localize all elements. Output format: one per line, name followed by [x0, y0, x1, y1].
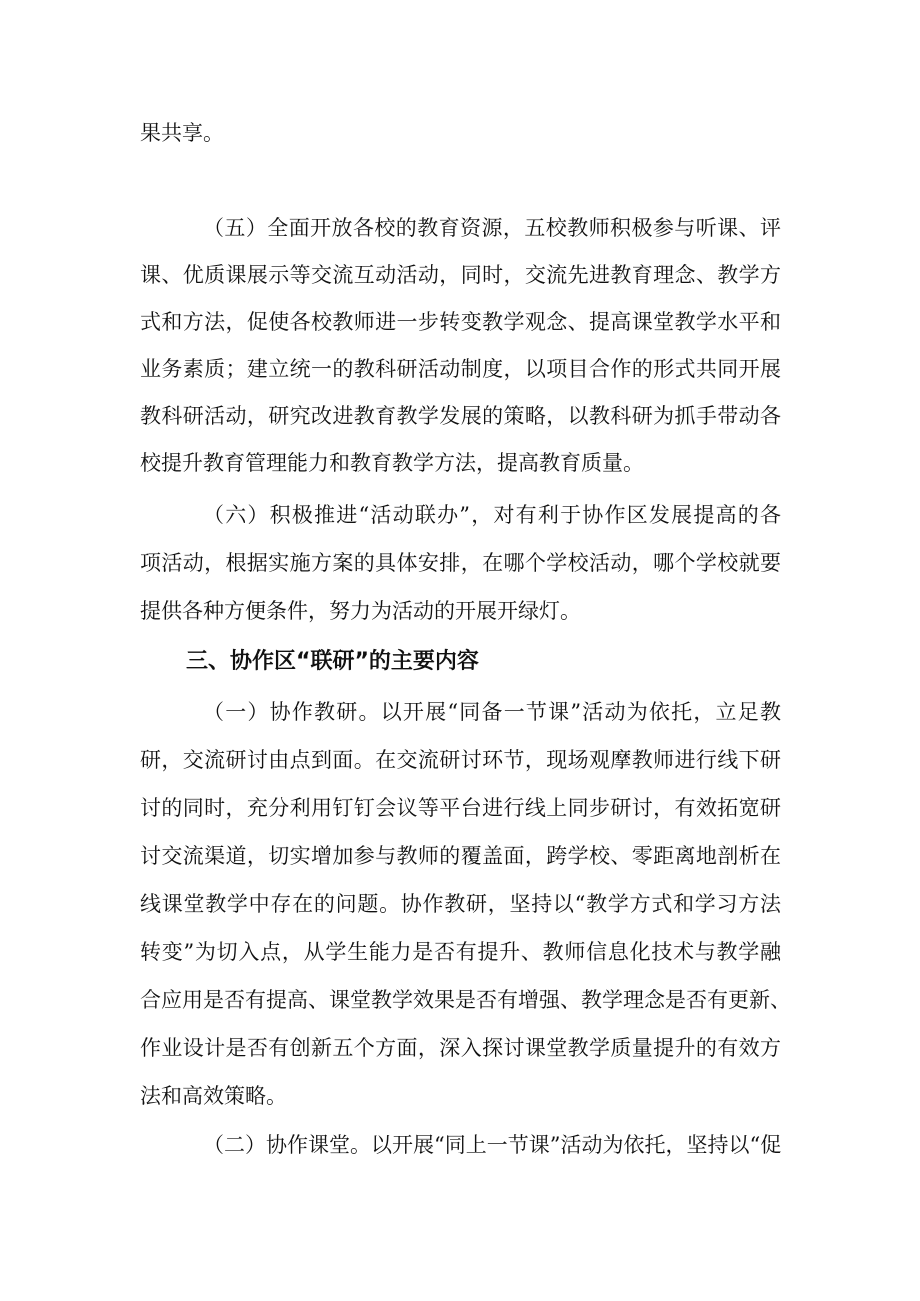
- text-line: 研，交流研讨由点到面。在交流研讨环节，现场观摩教师进行线下研: [140, 748, 781, 772]
- section-heading: 三、协作区“联研”的主要内容: [186, 649, 479, 674]
- text-line: （六）积极推进“活动联办”，对有利于协作区发展提高的各: [203, 503, 781, 527]
- text-line: 课、优质课展示等交流互动活动，同时，交流先进教育理念、教学方: [140, 263, 781, 287]
- text-line: 讨的同时，充分利用钉钉会议等平台进行线上同步研讨，有效拓宽研: [140, 796, 781, 820]
- text-line: 校提升教育管理能力和教育教学方法，提高教育质量。: [140, 451, 644, 475]
- text-line: 合应用是否有提高、课堂教学效果是否有增强、教学理念是否有更新、: [140, 988, 791, 1012]
- text-line: （五）全面开放各校的教育资源，五校教师积极参与听课、评: [203, 216, 781, 240]
- text-line: 作业设计是否有创新五个方面，深入探讨课堂教学质量提升的有效方: [140, 1036, 781, 1060]
- text-line: 教科研活动，研究改进教育教学发展的策略，以教科研为抓手带动各: [140, 404, 781, 428]
- text-line: 果共享。: [140, 121, 224, 145]
- text-line: 转变”为切入点，从学生能力是否有提升、教师信息化技术与教学融: [140, 940, 781, 964]
- text-line: （一）协作教研。以开展“同备一节课”活动为依托，立足教: [203, 700, 781, 724]
- text-line: 提供各种方便条件，努力为活动的开展开绿灯。: [140, 599, 581, 623]
- text-line: 讨交流渠道，切实增加参与教师的覆盖面，跨学校、零距离地剖析在: [140, 844, 781, 868]
- text-line: 项活动，根据实施方案的具体安排，在哪个学校活动，哪个学校就要: [140, 551, 781, 575]
- text-line: （二）协作课堂。以开展“同上一节课”活动为依托，坚持以“促: [203, 1133, 782, 1157]
- text-line: 法和高效策略。: [140, 1084, 287, 1108]
- text-line: 式和方法，促使各校教师进一步转变教学观念、提高课堂教学水平和: [140, 310, 781, 334]
- text-line: 业务素质；建立统一的教科研活动制度，以项目合作的形式共同开展: [140, 357, 781, 381]
- text-line: 线课堂教学中存在的问题。协作教研，坚持以“教学方式和学习方法: [140, 892, 781, 916]
